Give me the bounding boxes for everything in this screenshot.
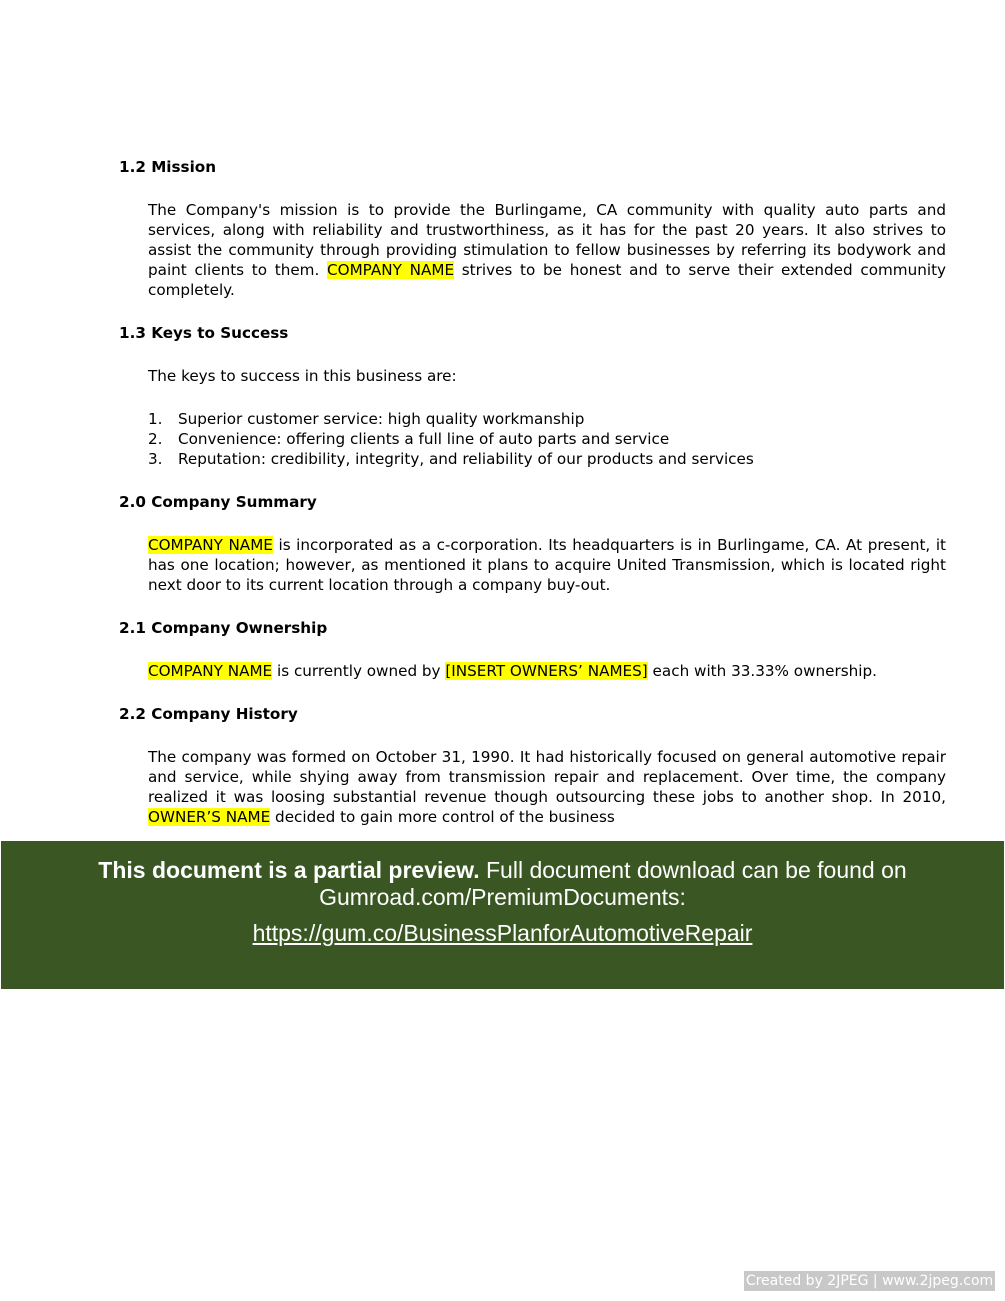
list-item <box>148 409 946 429</box>
list-number: 2. <box>148 430 163 448</box>
heading-keys: 1.3 Keys to Success <box>119 324 289 342</box>
list-number: 3. <box>148 450 163 468</box>
list-text: Reputation: credibility, integrity, and reliability of our products and services <box>178 450 754 468</box>
heading-mission: 1.2 Mission <box>119 158 217 176</box>
highlight-placeholder: COMPANY NAME <box>148 662 273 680</box>
list-text: Superior customer service: high quality workmanship <box>178 410 585 428</box>
highlight-placeholder: COMPANY NAME <box>327 261 455 279</box>
banner-text: Full document download can be found on Gumroad.com/PremiumDocuments: <box>319 857 907 910</box>
text: each with 33.33% ownership. <box>647 662 877 680</box>
text: The Company's mission is to provide the Burlingame, CA community with quality auto parts and services, along with reliability and trustworthiness, as it has for the past 20 years. It also strives to assist the community through providing stimulation to fellow businesses by referring its bodywork and paint clients to them. <box>148 201 946 279</box>
list-item <box>148 429 946 449</box>
text: is incorporated as a c-corporation. Its headquarters is in Burlingame, CA. At present, it has one location; however, as mentioned it plans to acquire United Transmission, which is located right next door to its current location through a company buy-out. <box>148 536 946 594</box>
text: decided to gain more control of the business <box>270 808 615 826</box>
list-number: 1. <box>148 410 163 428</box>
summary-paragraph <box>148 535 946 595</box>
text: is currently owned by <box>272 662 446 680</box>
highlight-placeholder: OWNER’S NAME <box>148 808 271 826</box>
highlight-placeholder: COMPANY NAME <box>148 536 273 554</box>
download-link[interactable]: https://gum.co/BusinessPlanforAutomotiveRepair <box>252 920 753 946</box>
heading-summary: 2.0 Company Summary <box>119 493 317 511</box>
history-paragraph <box>148 747 946 827</box>
preview-banner <box>1 841 1004 989</box>
ownership-paragraph <box>148 661 946 681</box>
banner-message <box>1 857 1004 911</box>
heading-ownership: 2.1 Company Ownership <box>119 619 328 637</box>
mission-paragraph <box>148 200 946 300</box>
document-page <box>119 157 946 850</box>
list-item <box>148 449 946 469</box>
heading-history: 2.2 Company History <box>119 705 298 723</box>
keys-list <box>148 409 946 469</box>
list-text: Convenience: offering clients a full line of auto parts and service <box>178 430 670 448</box>
text: The company was formed on October 31, 1990. It had historically focused on general automotive repair and service, while shying away from transmission repair and replacement. Over time, the company realized it was loosing substantial revenue though outsourcing these jobs to another shop. In 2010, <box>148 748 946 806</box>
text: strives to be honest and to serve their extended community completely. <box>148 261 947 299</box>
banner-bold-text: This document is a partial preview. <box>98 857 480 883</box>
keys-intro: The keys to success in this business are: <box>148 367 457 385</box>
highlight-placeholder: [INSERT OWNERS’ NAMES] <box>445 662 648 680</box>
watermark: Created by 2JPEG | www.2jpeg.com <box>745 1273 994 1289</box>
